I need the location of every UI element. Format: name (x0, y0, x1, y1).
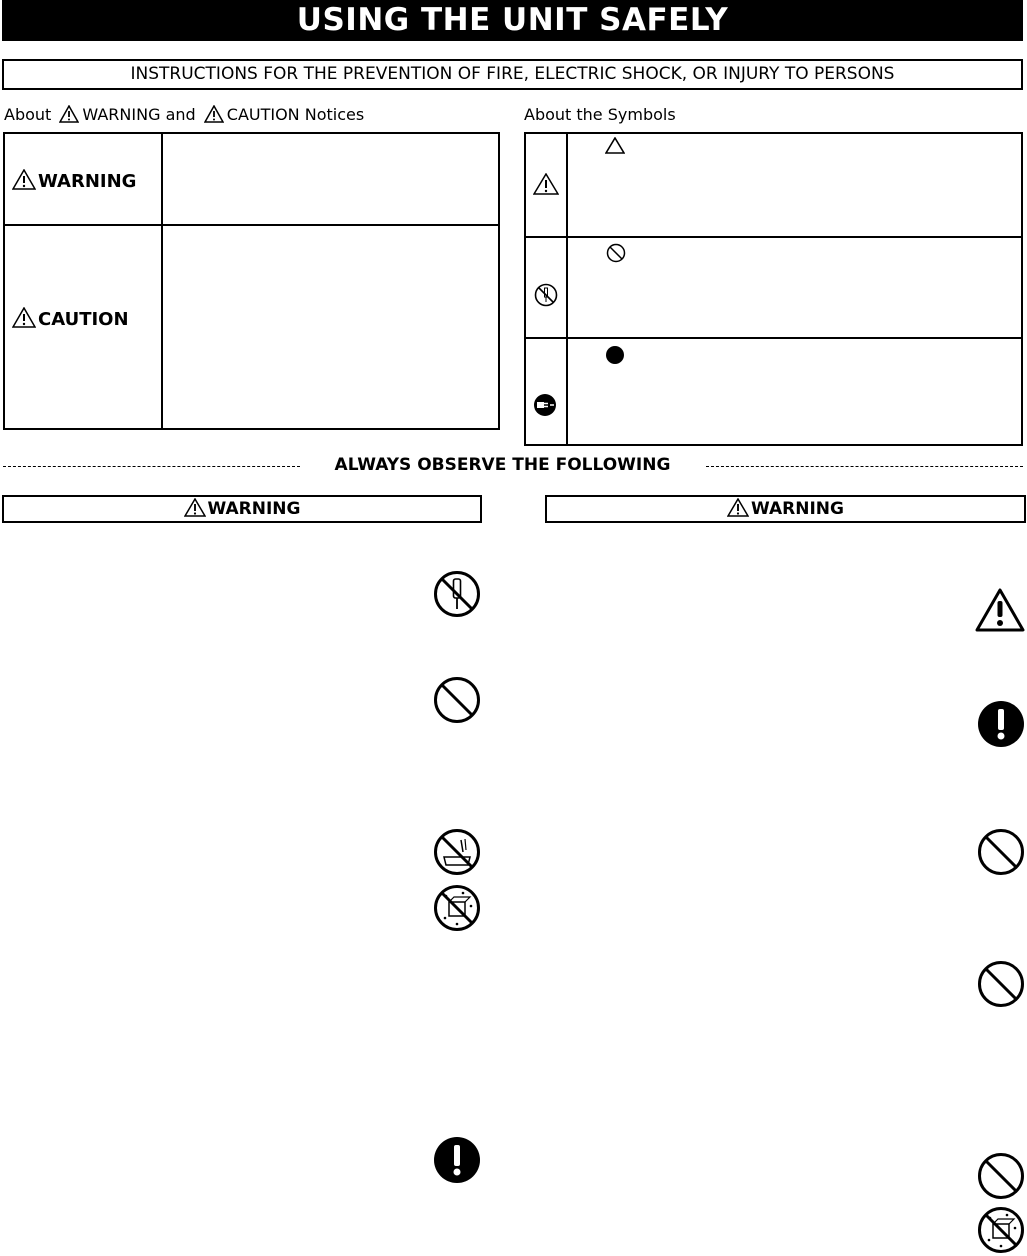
caution-triangle-icon (975, 588, 1025, 632)
notices-divider-vertical (161, 133, 163, 429)
warning-triangle-icon (12, 169, 36, 190)
left-warning-header-label: WARNING (207, 499, 301, 519)
warning-triangle-icon (184, 498, 206, 517)
label-caution: CAUTION (226, 105, 300, 124)
prohibition-symbol-icon (606, 243, 626, 263)
do-not-disassemble-icon (534, 283, 558, 307)
mandatory-action-icon (977, 700, 1025, 748)
observe-dash-left (3, 466, 300, 467)
label-and: and (165, 105, 196, 124)
label-warning: WARNING (82, 105, 161, 124)
no-water-splash-icon (433, 884, 481, 932)
prohibition-icon (977, 1152, 1025, 1200)
notices-divider-horizontal (3, 224, 500, 226)
unplug-icon (533, 393, 557, 417)
caution-label: CAUTION (38, 309, 129, 330)
warning-triangle-icon (59, 105, 79, 123)
label-prefix: About (4, 105, 52, 124)
symbols-section-label: About the Symbols (524, 105, 676, 124)
symbols-divider-2 (524, 337, 1023, 339)
caution-example-icon (533, 173, 559, 195)
caution-label-row (12, 307, 129, 330)
no-water-splash-icon (977, 1206, 1025, 1254)
triangle-symbol-icon (605, 137, 625, 154)
page-subtitle: INSTRUCTIONS FOR THE PREVENTION OF FIRE, ELECTRIC SHOCK, OR INJURY TO PERSONS (2, 59, 1023, 90)
prohibition-icon (977, 828, 1025, 876)
warning-triangle-icon (727, 498, 749, 517)
prohibition-icon (433, 676, 481, 724)
symbols-divider-1 (524, 236, 1023, 238)
no-bath-water-icon (433, 828, 481, 876)
caution-triangle-icon (12, 307, 36, 328)
observe-dash-right (706, 466, 1023, 467)
warning-label-row (12, 169, 136, 192)
right-warning-header (545, 495, 1026, 523)
label-suffix: Notices (304, 105, 365, 124)
symbols-table (524, 132, 1023, 446)
notices-section-label (4, 105, 364, 124)
left-warning-header (2, 495, 482, 523)
page-title: USING THE UNIT SAFELY (2, 0, 1023, 41)
mandatory-action-icon (433, 1136, 481, 1184)
caution-triangle-icon (204, 105, 224, 123)
observe-heading: ALWAYS OBSERVE THE FOLLOWING (334, 455, 671, 475)
mandatory-dot-icon (605, 345, 625, 365)
warning-label: WARNING (38, 171, 137, 192)
prohibition-icon (977, 960, 1025, 1008)
right-warning-header-label: WARNING (751, 499, 844, 519)
do-not-disassemble-icon (433, 570, 481, 618)
symbols-divider-vertical (566, 133, 568, 445)
